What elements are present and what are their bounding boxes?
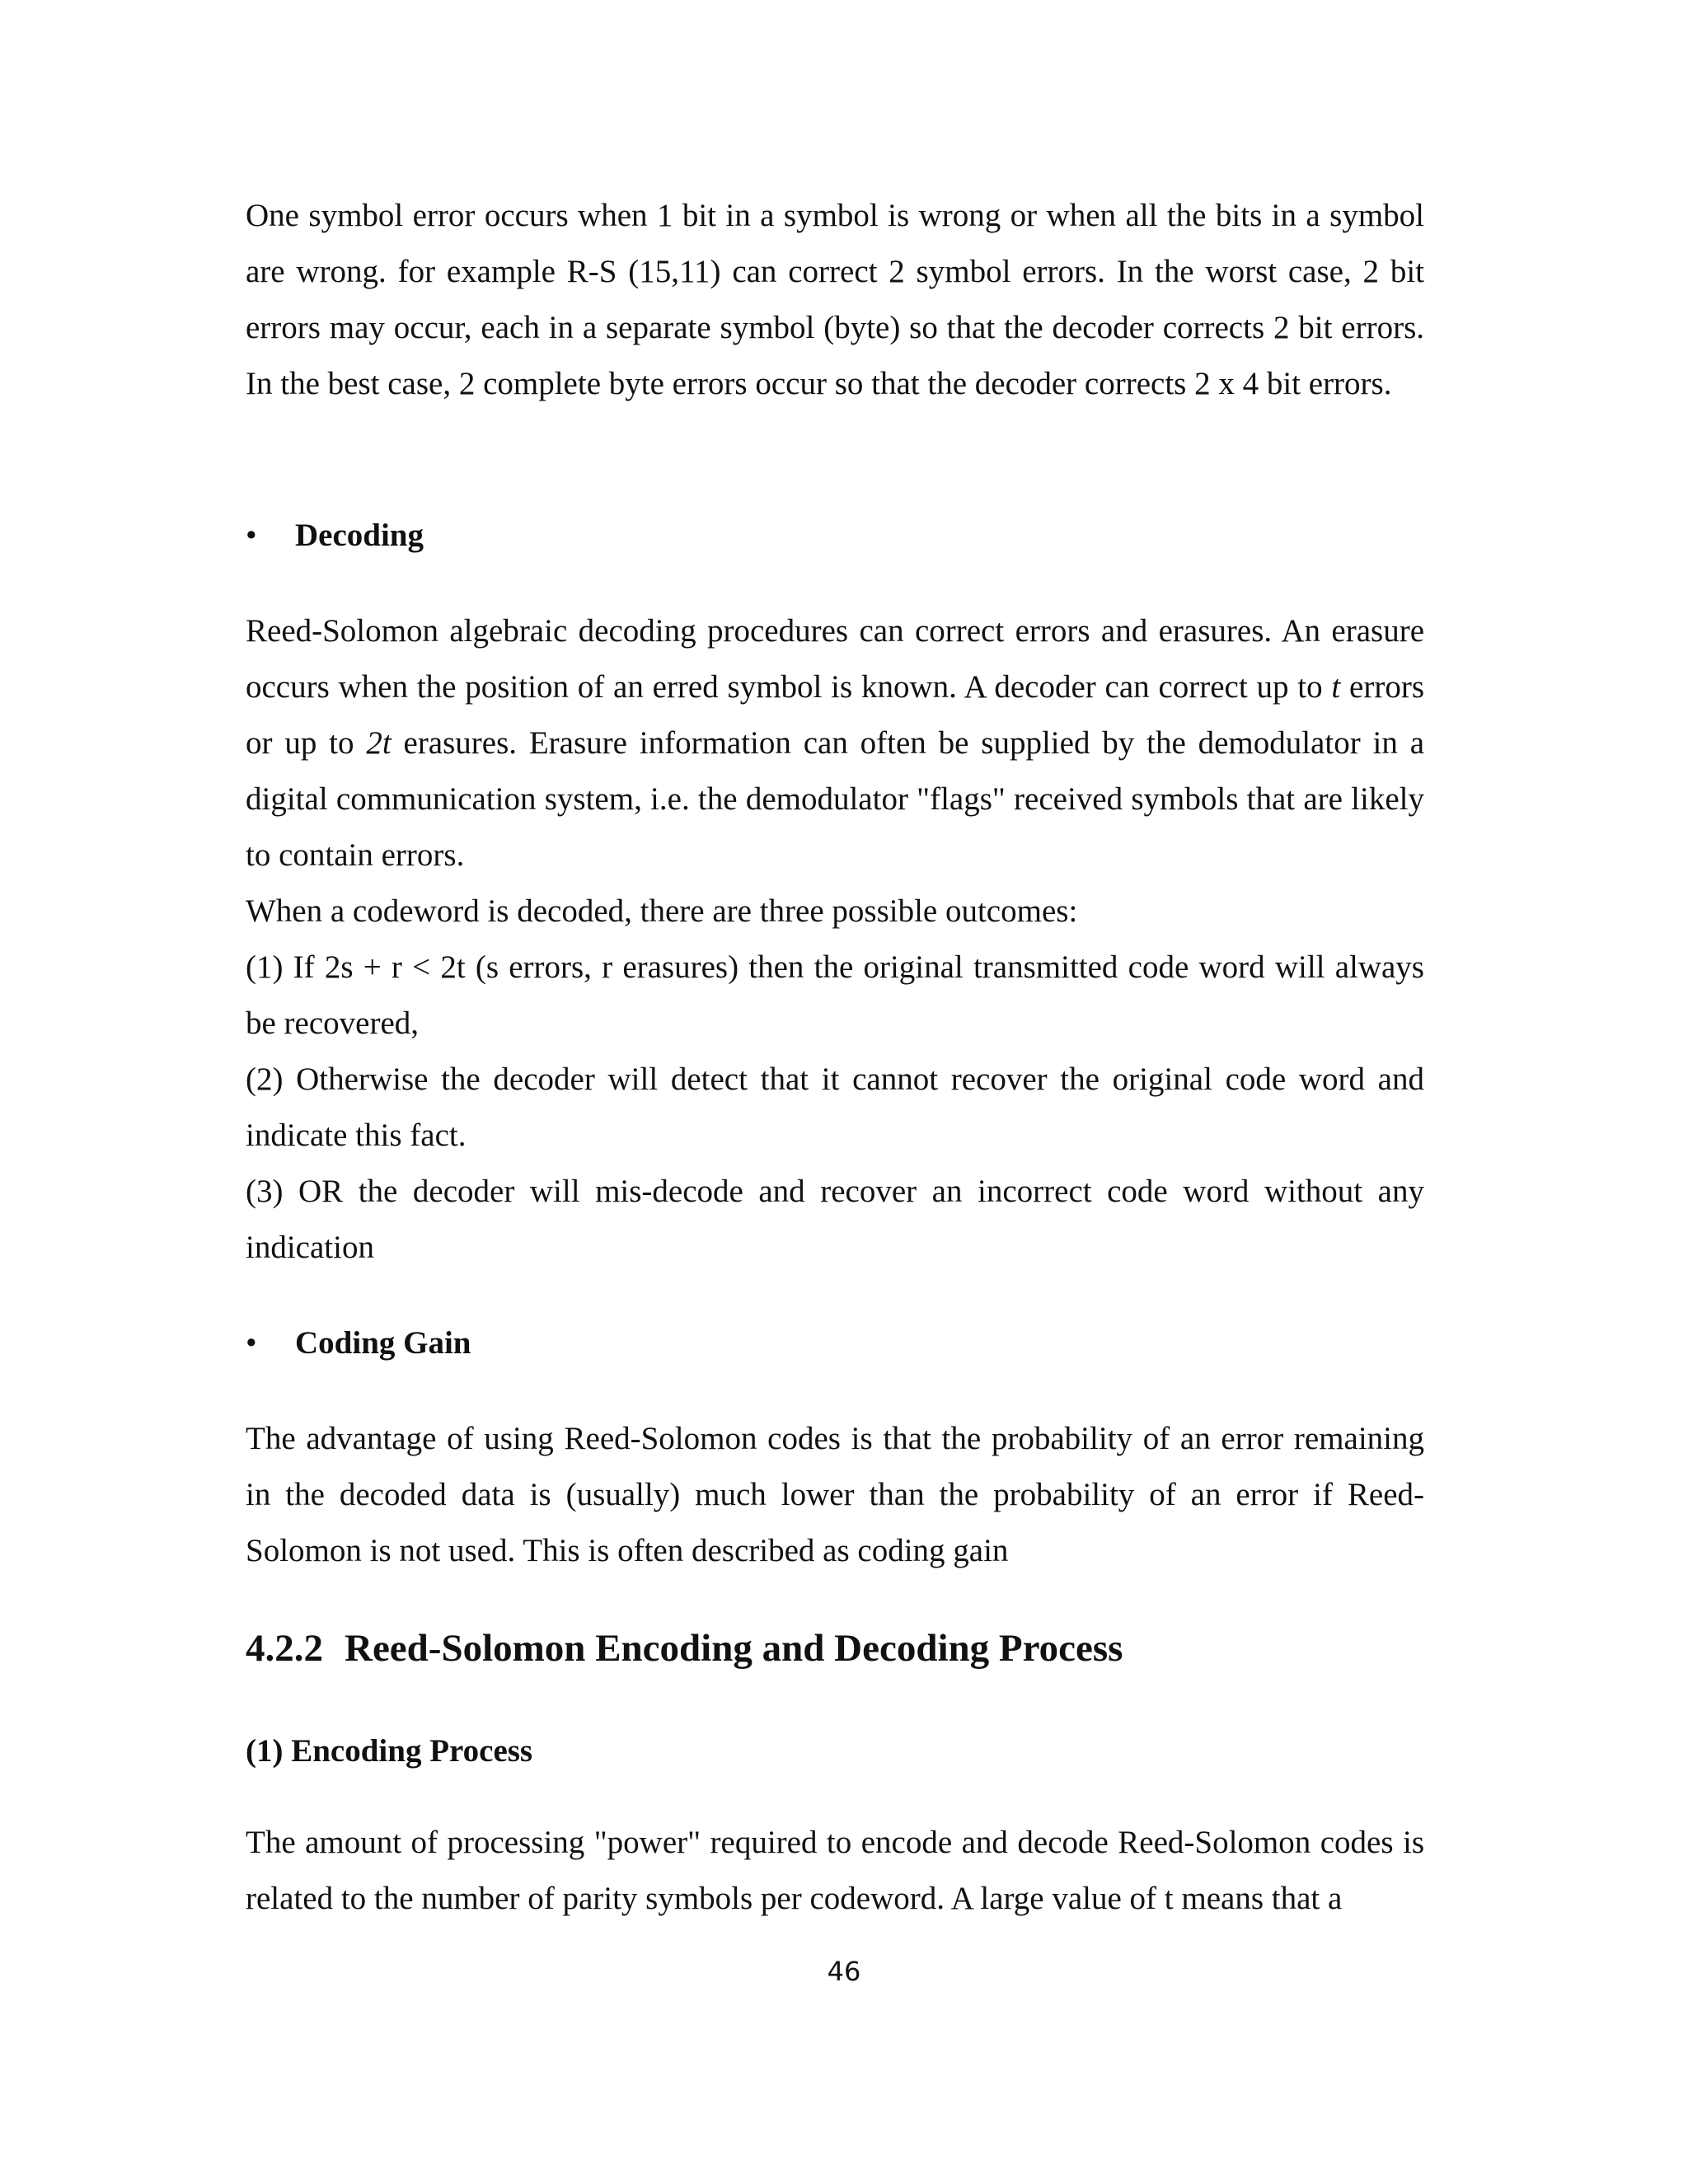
paragraph-encoding	[246, 1815, 1424, 1927]
paragraph-coding-gain-text: The advantage of using Reed-Solomon codes is that the probability of an error remaining in the decoded data is (usually) much lower than the probability of an error if Reed-Solomon is not used. This is often described as coding gain	[246, 1421, 1424, 1568]
outcomes-intro: When a codeword is decoded, there are three possible outcomes:	[246, 893, 1078, 929]
section-number: 4.2.2	[246, 1627, 323, 1670]
bullet-coding-gain-label: Coding Gain	[295, 1325, 471, 1361]
paragraph-decoding-part-1: Reed-Solomon algebraic decoding procedures can correct errors and erasures. An erasure occurs when the position of an erred symbol is known. A decoder can correct up to	[246, 613, 1424, 705]
bullet-dot-icon: •	[246, 518, 257, 553]
page-number: 46	[827, 1956, 861, 1987]
variable-t: t	[1331, 669, 1341, 705]
bullet-dot-icon: •	[246, 1325, 257, 1361]
paragraph-decoding-part-3: erasures. Erasure information can often be supplied by the demodulator in a digital communication system, i.e. the demodulator "flags" received symbols that are likely to contain errors.	[246, 725, 1425, 873]
paragraph-decoding-text	[246, 603, 1424, 883]
paragraph-decoding-part-2: errors or up to	[246, 669, 1424, 761]
section-title: Reed-Solomon Encoding and Decoding Process	[345, 1627, 1123, 1670]
bullet-decoding	[246, 511, 424, 560]
outcome-item-1: (1) If 2s + r < 2t (s errors, r erasures) then the original transmitted code word will always be recovered,	[246, 949, 1424, 1041]
paragraph-decoding	[246, 603, 1424, 1276]
paragraph-encoding-text: The amount of processing "power" required to encode and decode Reed-Solomon codes is related to the number of parity symbols per codeword. A large value of t means that a	[246, 1825, 1424, 1916]
subheading-encoding-process: (1) Encoding Process	[246, 1733, 533, 1769]
paragraph-symbol-errors	[246, 188, 1424, 412]
outcome-item-3: (3) OR the decoder will mis-decode and recover an incorrect code word without any indication	[246, 1174, 1424, 1265]
variable-2t: 2t	[366, 725, 392, 761]
bullet-decoding-label: Decoding	[295, 518, 424, 553]
bullet-coding-gain	[246, 1319, 471, 1368]
paragraph-symbol-errors-text: One symbol error occurs when 1 bit in a symbol is wrong or when all the bits in a symbol are wrong. for example R-S (15,11) can correct 2 symbol errors. In the worst case, 2 bit errors may occur, each in a separate symbol (byte) so that the decoder corrects 2 bit errors. In the best case, 2 complete byte errors occur so that the decoder corrects 2 x 4 bit errors.	[246, 198, 1424, 401]
paragraph-coding-gain	[246, 1411, 1424, 1579]
outcome-item-2: (2) Otherwise the decoder will detect that it cannot recover the original code word and indicate this fact.	[246, 1062, 1424, 1153]
section-heading	[246, 1619, 1123, 1677]
